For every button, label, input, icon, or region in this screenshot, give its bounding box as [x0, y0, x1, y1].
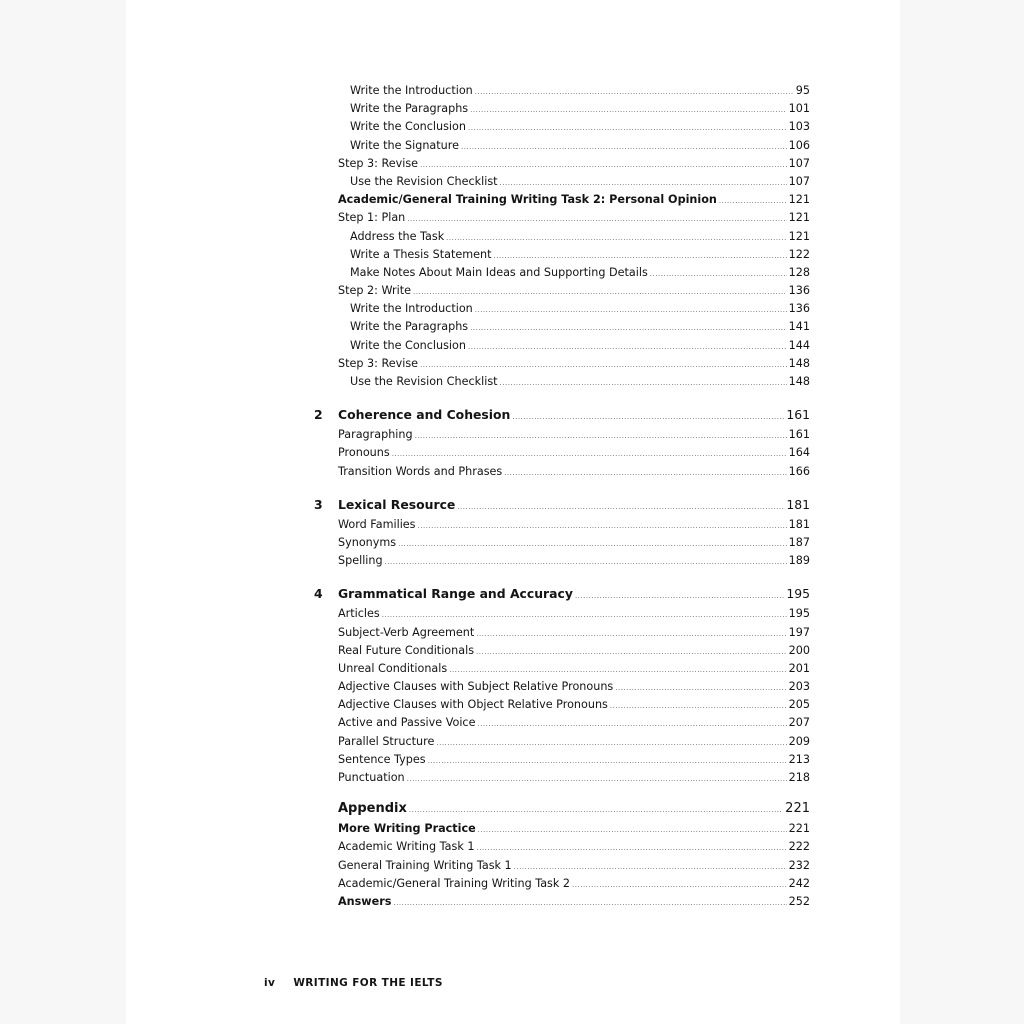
toc-entry [338, 463, 810, 481]
chapter-number: 2 [314, 407, 323, 423]
toc-entry-page-number: 161 [788, 428, 810, 442]
toc-entry-page-number: 148 [788, 375, 810, 388]
toc-entry-page-number: 181 [788, 517, 810, 531]
leader-dots [470, 319, 787, 337]
toc-entry-page-number: 141 [788, 320, 810, 334]
toc-entry-label: Unreal Conditionals [338, 661, 448, 675]
toc-entry [338, 137, 810, 155]
toc-entry-label: Transition Words and Phrases [338, 464, 503, 478]
toc-entry-page-number: 189 [788, 554, 810, 568]
page-footer [264, 977, 443, 989]
leader-dots [572, 876, 787, 894]
toc-entry [338, 209, 810, 227]
toc-entry-page-number: 128 [788, 265, 810, 279]
toc-entry [338, 769, 810, 787]
toc-entry-page-number: 201 [788, 661, 810, 675]
toc-entry-label: Punctuation [338, 771, 405, 784]
toc-entry [338, 857, 810, 875]
toc-entry-label: Write the Conclusion [350, 338, 466, 352]
toc-entry-page-number: 197 [788, 625, 810, 639]
toc-entry-page-number: 101 [788, 102, 810, 116]
toc-entry-label: Adjective Clauses with Object Relative Pronouns [338, 698, 608, 712]
leader-dots [392, 445, 787, 463]
toc-entry-label: Step 1: Plan [338, 211, 406, 225]
toc-entry [338, 696, 810, 714]
toc-entry-page-number: 148 [788, 356, 810, 370]
toc-entry [338, 300, 810, 318]
appendix-title: Appendix [338, 801, 407, 817]
toc-entry-label: Real Future Conditionals [338, 643, 475, 657]
toc-entry [338, 264, 810, 282]
leader-dots [449, 661, 786, 679]
footer-book-title: WRITING FOR THE IELTS [293, 977, 443, 989]
leader-dots [457, 496, 784, 518]
chapter-heading [314, 583, 810, 605]
leader-dots [468, 338, 787, 356]
leader-dots [477, 715, 786, 733]
toc-entry-page-number: 121 [788, 211, 810, 225]
leader-dots [514, 858, 787, 876]
toc-entry-page-number: 144 [788, 338, 810, 352]
leader-dots [470, 101, 787, 119]
leader-dots [461, 138, 787, 156]
toc-entry [338, 642, 810, 660]
table-of-contents [314, 82, 810, 911]
toc-entry-label: Step 3: Revise [338, 156, 419, 170]
toc-entry-label: Write the Introduction [350, 84, 473, 97]
toc-entry-page-number: 218 [788, 771, 810, 784]
toc-entry [338, 282, 810, 300]
toc-entry [338, 751, 810, 769]
toc-entry-label: Write the Paragraphs [350, 102, 469, 116]
leader-dots [436, 734, 786, 752]
leader-dots [407, 210, 786, 228]
toc-entry-label: Step 3: Revise [338, 356, 419, 370]
toc-entry-page-number: 232 [788, 858, 810, 872]
leader-dots [393, 894, 786, 912]
leader-dots [615, 679, 786, 697]
chapter-3-items [338, 516, 810, 571]
toc-entry-page-number: 121 [788, 229, 810, 243]
toc-entry-page-number: 195 [788, 607, 810, 621]
leader-dots [512, 406, 784, 428]
leader-dots [428, 752, 787, 770]
toc-entry-label: Articles [338, 607, 380, 621]
leader-dots [477, 839, 787, 857]
toc-entry [338, 100, 810, 118]
leader-dots [475, 83, 794, 101]
toc-entry-page-number: 95 [795, 84, 810, 97]
toc-entry [338, 660, 810, 678]
toc-entry-page-number: 200 [788, 643, 810, 657]
chapter-page-number: 195 [786, 586, 810, 602]
toc-entry [338, 534, 810, 552]
toc-entry [338, 552, 810, 570]
leader-dots [418, 517, 787, 535]
leader-dots [478, 821, 787, 839]
toc-entry [338, 624, 810, 642]
toc-entry-page-number: 252 [788, 894, 810, 908]
leader-dots [382, 606, 787, 624]
toc-entry-page-number: 205 [788, 698, 810, 712]
chapter-4-items [338, 605, 810, 787]
toc-entry-page-number: 213 [788, 752, 810, 766]
toc-entry-page-number: 187 [788, 535, 810, 549]
toc-entry-label: General Training Writing Task 1 [338, 858, 512, 872]
toc-entry [338, 605, 810, 623]
toc-entry-page-number: 222 [788, 840, 810, 854]
leader-dots [575, 585, 784, 607]
toc-entry-label: Use the Revision Checklist [350, 375, 498, 388]
appendix-heading [338, 798, 810, 820]
toc-entry-label: Write the Conclusion [350, 120, 466, 134]
leader-dots [415, 427, 787, 445]
toc-entry [338, 191, 810, 209]
toc-entry-label: Answers [338, 894, 392, 908]
toc-entry-page-number: 107 [788, 174, 810, 188]
leader-dots [650, 265, 787, 283]
leader-dots [504, 464, 786, 482]
toc-entry [338, 373, 810, 391]
chapter-heading [314, 404, 810, 426]
chapter-page-number: 181 [786, 496, 810, 512]
toc-entry [338, 820, 810, 838]
leader-dots [420, 156, 787, 174]
leader-dots [476, 625, 786, 643]
toc-entry-label: Write the Introduction [350, 302, 473, 316]
toc-entry-page-number: 242 [788, 876, 810, 890]
toc-entry-label: Write the Paragraphs [350, 320, 469, 334]
toc-entry [338, 173, 810, 191]
toc-section-task2 [338, 82, 810, 391]
toc-entry-label: Sentence Types [338, 752, 426, 766]
toc-entry [338, 516, 810, 534]
toc-entry-label: Address the Task [350, 229, 445, 243]
toc-entry-label: Synonyms [338, 535, 397, 549]
toc-entry-page-number: 122 [788, 247, 810, 261]
toc-entry-label: Word Families [338, 517, 416, 531]
toc-entry-label: Adjective Clauses with Subject Relative Pronouns [338, 680, 614, 694]
toc-entry-page-number: 209 [788, 734, 810, 748]
leader-dots [610, 697, 787, 715]
toc-entry-page-number: 136 [788, 284, 810, 298]
toc-entry-page-number: 106 [788, 138, 810, 152]
chapter-title: Grammatical Range and Accuracy [338, 586, 573, 602]
toc-entry-label: Write a Thesis Statement [350, 247, 492, 261]
toc-entry [338, 893, 810, 911]
toc-entry-label: Make Notes About Main Ideas and Supporting Details [350, 265, 648, 279]
toc-entry [338, 118, 810, 136]
toc-entry-page-number: 221 [788, 822, 810, 836]
toc-entry [338, 337, 810, 355]
toc-entry-page-number: 136 [788, 302, 810, 316]
toc-entry [338, 875, 810, 893]
leader-dots [398, 535, 787, 553]
appendix-items [338, 820, 810, 911]
chapter-page-number: 161 [786, 407, 810, 423]
toc-entry-page-number: 121 [788, 193, 810, 207]
toc-entry [338, 318, 810, 336]
toc-entry-page-number: 103 [788, 120, 810, 134]
toc-entry [338, 355, 810, 373]
chapter-number: 4 [314, 586, 323, 602]
toc-entry-label: Use the Revision Checklist [350, 174, 498, 188]
footer-page-number: iv [264, 977, 276, 989]
leader-dots [500, 174, 787, 192]
toc-entry [338, 82, 810, 100]
toc-entry-label: Subject-Verb Agreement [338, 625, 475, 639]
leader-dots [385, 553, 787, 571]
toc-entry-label: Pronouns [338, 446, 390, 460]
toc-entry [338, 426, 810, 444]
chapter-number: 3 [314, 496, 323, 512]
toc-entry-label: Academic/General Training Writing Task 2 [338, 876, 571, 890]
toc-entry [338, 678, 810, 696]
toc-entry-label: More Writing Practice [338, 822, 476, 836]
toc-entry-page-number: 203 [788, 680, 810, 694]
leader-dots [409, 799, 783, 821]
leader-dots [420, 356, 787, 374]
toc-entry-label: Academic/General Training Writing Task 2: Personal Opinion [338, 193, 717, 207]
toc-entry-label: Active and Passive Voice [338, 716, 476, 730]
leader-dots [475, 301, 787, 319]
leader-dots [468, 119, 787, 137]
toc-entry [338, 733, 810, 751]
toc-entry-page-number: 107 [788, 156, 810, 170]
chapter-heading [314, 494, 810, 516]
toc-entry [338, 155, 810, 173]
toc-entry [338, 228, 810, 246]
toc-entry-label: Step 2: Write [338, 284, 412, 298]
leader-dots [500, 374, 787, 392]
leader-dots [413, 283, 787, 301]
toc-entry [338, 714, 810, 732]
toc-entry-label: Academic Writing Task 1 [338, 840, 475, 854]
toc-entry-label: Parallel Structure [338, 734, 435, 748]
leader-dots [446, 229, 786, 247]
toc-entry-page-number: 164 [788, 446, 810, 460]
toc-entry-label: Spelling [338, 554, 383, 568]
toc-entry [338, 246, 810, 264]
chapter-title: Lexical Resource [338, 496, 456, 512]
leader-dots [476, 643, 787, 661]
toc-entry-page-number: 207 [788, 716, 810, 730]
appendix-page-number: 221 [785, 801, 810, 817]
toc-entry [338, 444, 810, 462]
chapter-2-items [338, 426, 810, 481]
leader-dots [719, 192, 787, 210]
leader-dots [494, 247, 787, 265]
toc-entry [338, 838, 810, 856]
chapter-title: Coherence and Cohesion [338, 407, 511, 423]
toc-entry-label: Paragraphing [338, 428, 413, 442]
leader-dots [407, 770, 787, 788]
toc-entry-page-number: 166 [788, 464, 810, 478]
toc-entry-label: Write the Signature [350, 138, 459, 152]
